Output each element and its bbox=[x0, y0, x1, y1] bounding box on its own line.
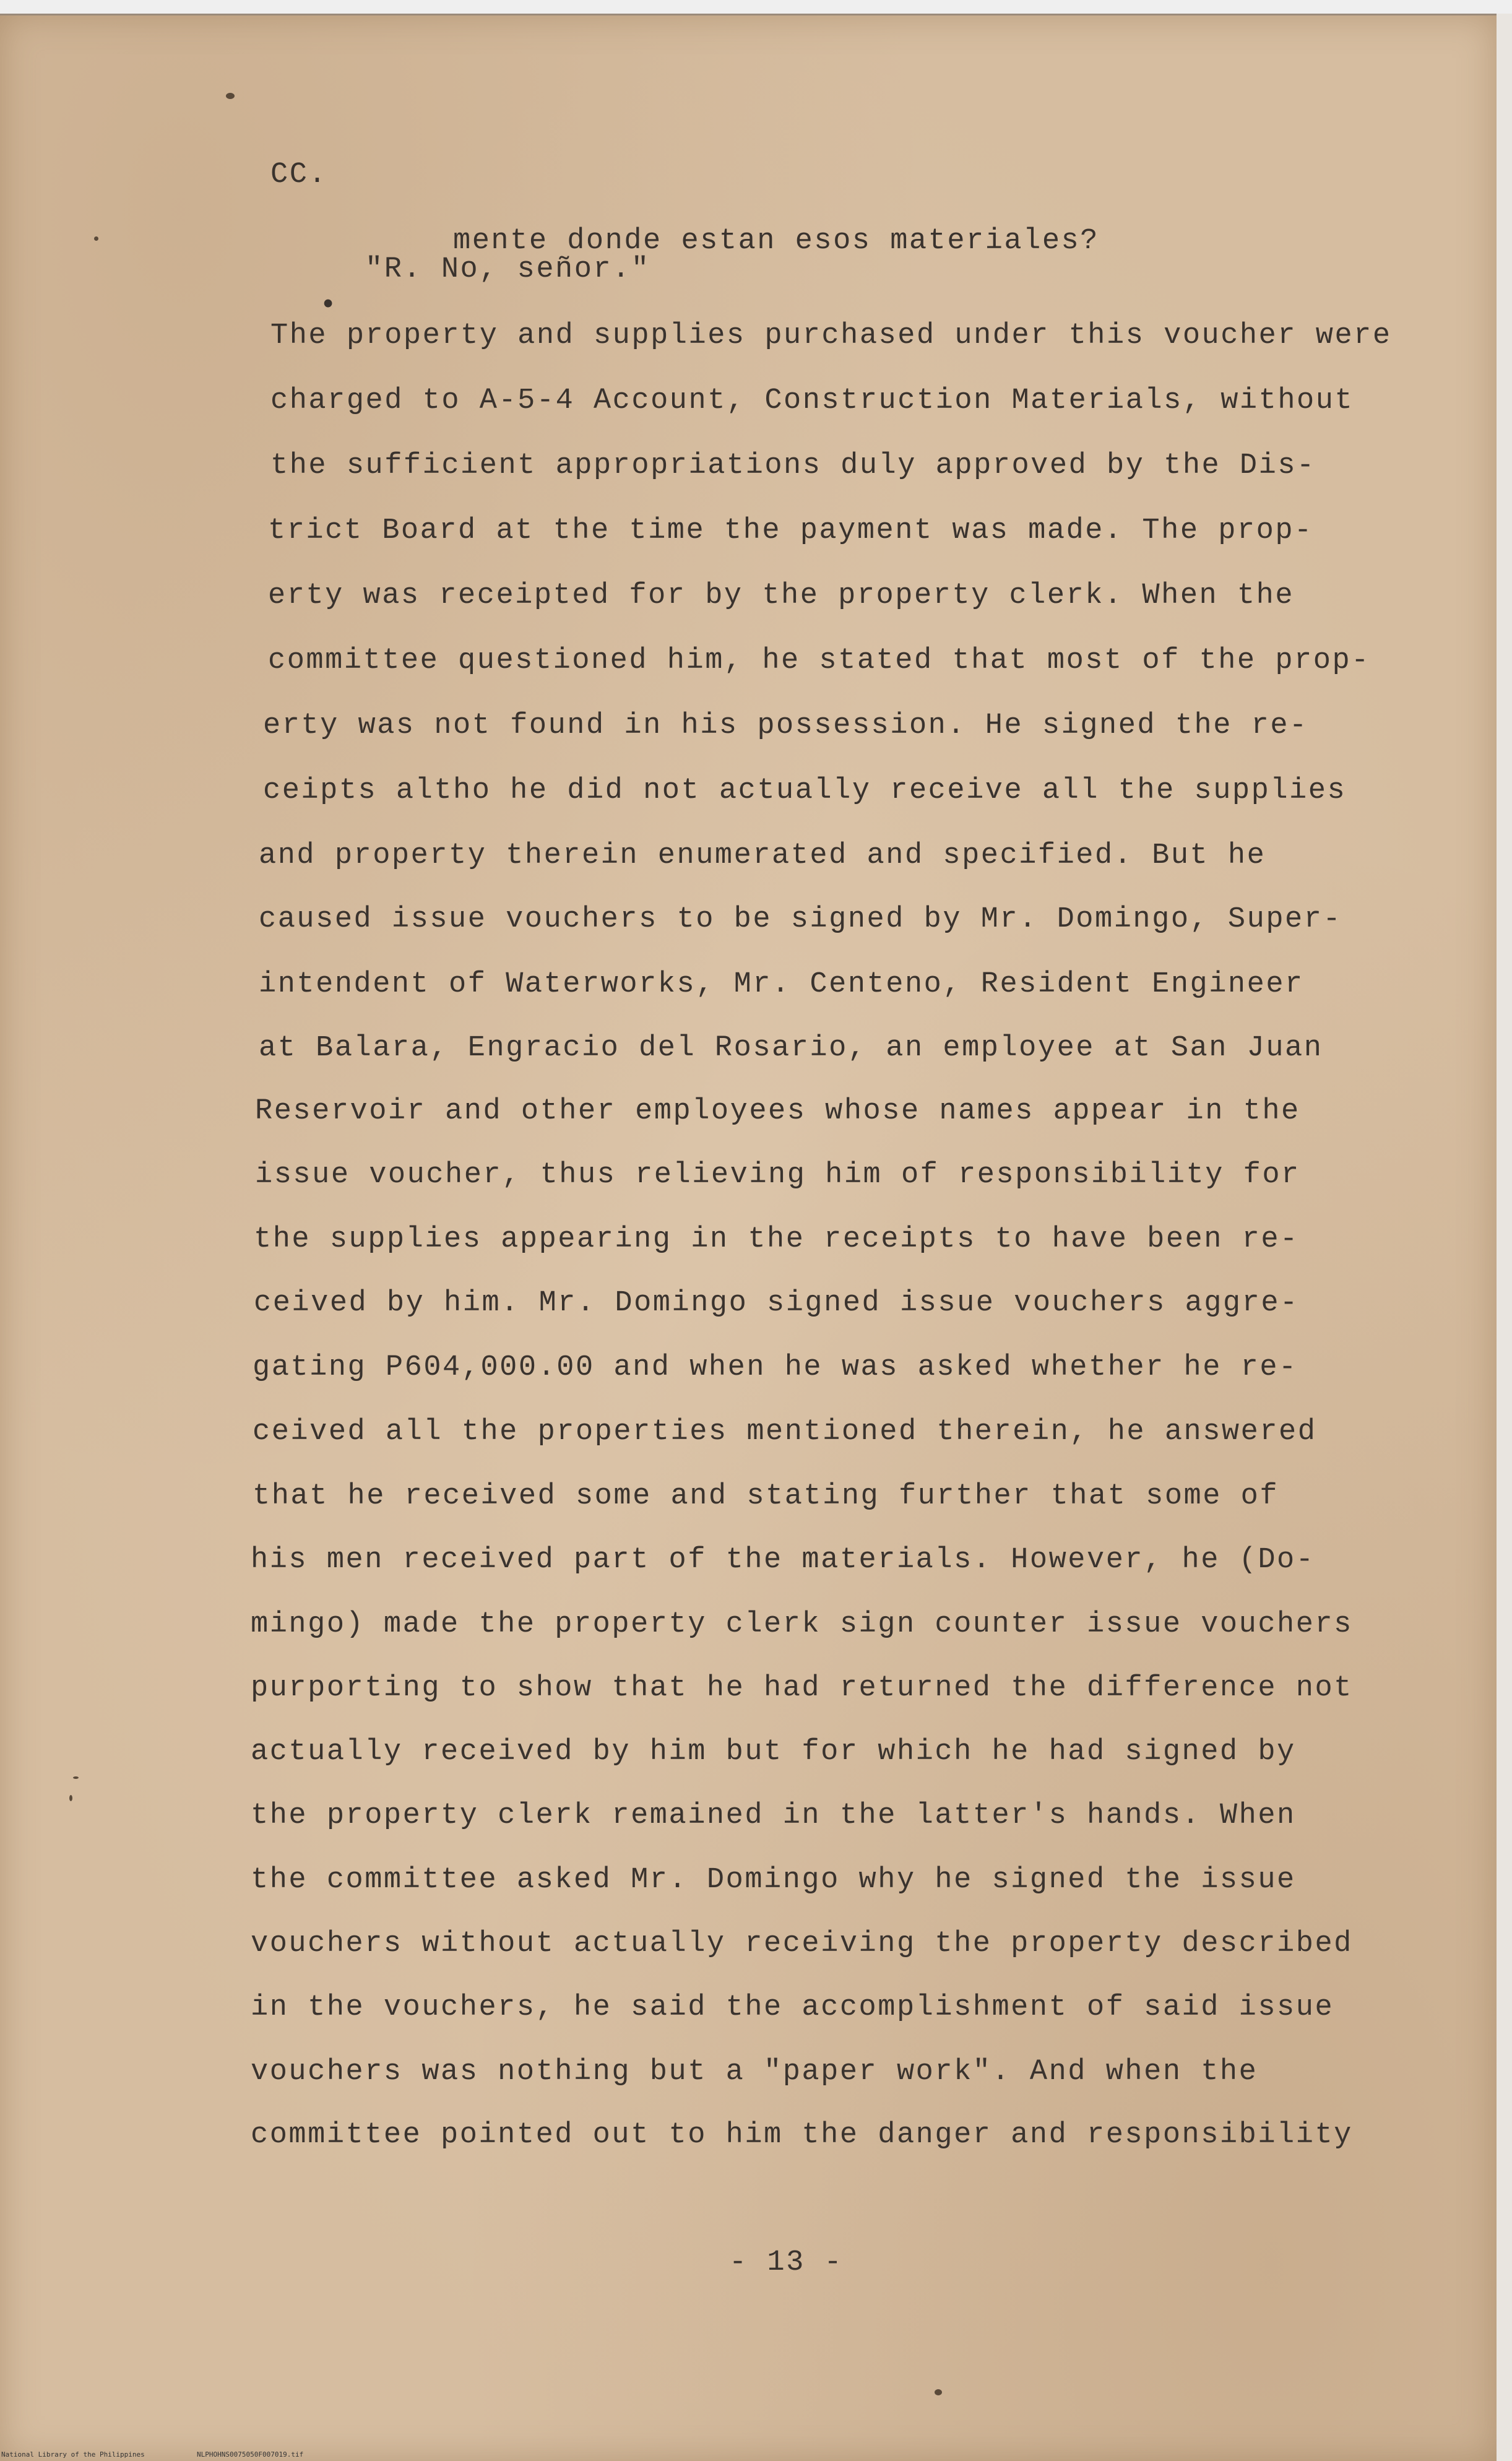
footer-library: National Library of the Philippines bbox=[1, 2450, 145, 2459]
paragraph-line: the committee asked Mr. Domingo why he signed the issue bbox=[251, 1864, 1296, 1897]
paragraph-line: the property clerk remained in the latter's hands. When bbox=[251, 1799, 1296, 1832]
paragraph-line: the supplies appearing in the receipts to have been re- bbox=[254, 1223, 1299, 1256]
paragraph-line: and property therein enumerated and specified. But he bbox=[259, 839, 1266, 872]
paragraph-line: gating P604,000.00 and when he was asked whether he re- bbox=[253, 1351, 1298, 1384]
footer-file-id: NLPHOHNS0075050F007019.tif bbox=[197, 2450, 304, 2459]
ink-speck bbox=[226, 93, 235, 99]
quote-line: mente donde estan esos materiales? bbox=[453, 225, 1099, 257]
page-number: - 13 - bbox=[729, 2246, 844, 2279]
scan-top-edge bbox=[0, 14, 1497, 15]
paragraph-line: vouchers was nothing but a "paper work". And when the bbox=[251, 2056, 1258, 2088]
paragraph-line: his men received part of the materials. However, he (Do- bbox=[251, 1544, 1315, 1577]
quote-line: "R. No, señor." bbox=[365, 253, 650, 286]
paragraph-line: ceived all the properties mentioned therein, he answered bbox=[253, 1416, 1317, 1448]
bullet-mark: • bbox=[319, 290, 337, 322]
paragraph-line: in the vouchers, he said the accomplishment of said issue bbox=[251, 1991, 1334, 2024]
ink-speck bbox=[935, 2389, 942, 2395]
paragraph-line: committee pointed out to him the danger and responsibility bbox=[251, 2119, 1353, 2152]
paragraph-line: the sufficient appropriations duly approved by the Dis- bbox=[270, 449, 1316, 482]
paragraph-line: erty was receipted for by the property clerk. When the bbox=[268, 579, 1295, 612]
scan-right-margin bbox=[1497, 14, 1512, 2461]
paragraph-line: vouchers without actually receiving the property described bbox=[251, 1927, 1353, 1960]
paragraph-line: that he received some and stating further that some of bbox=[253, 1480, 1279, 1513]
ink-speck bbox=[73, 1776, 79, 1779]
paragraph-line: actually received by him but for which he had signed by bbox=[251, 1736, 1296, 1768]
ink-speck bbox=[69, 1795, 72, 1801]
paragraph-line: committee questioned him, he stated that most of the prop- bbox=[268, 644, 1370, 677]
paragraph-line: trict Board at the time the payment was made. The prop- bbox=[268, 514, 1313, 547]
paragraph-line: ceipts altho he did not actually receive all the supplies bbox=[263, 774, 1347, 807]
paragraph-line: ceived by him. Mr. Domingo signed issue vouchers aggre- bbox=[254, 1287, 1299, 1320]
paragraph-line: The property and supplies purchased under this voucher were bbox=[270, 319, 1392, 352]
paragraph-line: erty was not found in his possession. He signed the re- bbox=[263, 709, 1308, 742]
paragraph-line: purporting to show that he had returned the difference not bbox=[251, 1672, 1353, 1705]
cc-notation: CC. bbox=[270, 158, 328, 191]
paragraph-line: charged to A-5-4 Account, Construction Materials, without bbox=[270, 384, 1354, 417]
paragraph-line: caused issue vouchers to be signed by Mr. Domingo, Super- bbox=[259, 903, 1342, 936]
ink-speck bbox=[94, 236, 98, 241]
paragraph-line: at Balara, Engracio del Rosario, an employee at San Juan bbox=[259, 1032, 1323, 1065]
paragraph-line: mingo) made the property clerk sign counter issue vouchers bbox=[251, 1608, 1353, 1641]
paragraph-line: intendent of Waterworks, Mr. Centeno, Resident Engineer bbox=[259, 968, 1304, 1001]
paragraph-line: issue voucher, thus relieving him of responsibility for bbox=[255, 1159, 1300, 1192]
paragraph-line: Reservoir and other employees whose names appear in the bbox=[255, 1095, 1300, 1128]
